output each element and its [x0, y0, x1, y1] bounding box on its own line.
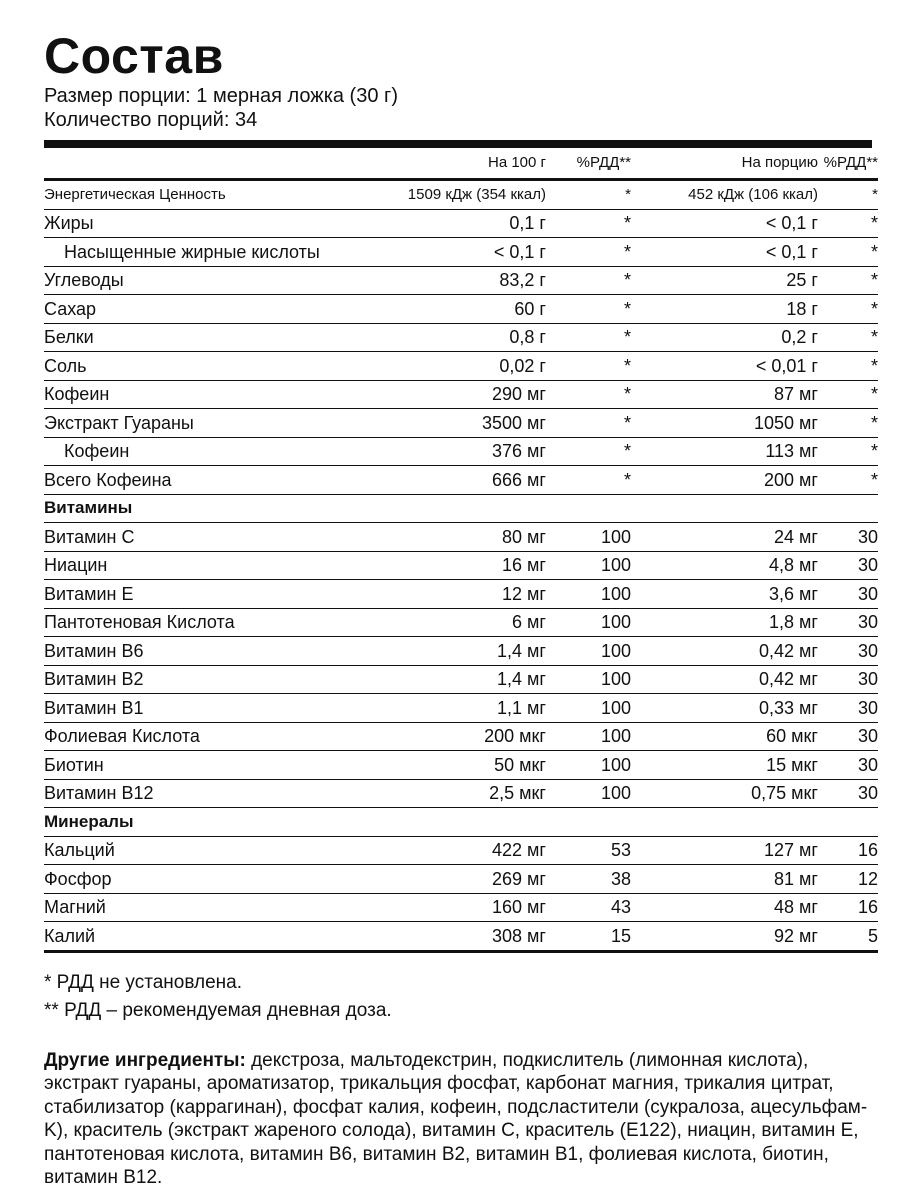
cell-name: Пантотеновая Кислота — [44, 612, 235, 633]
cell-rdd-per-serving: 16 — [857, 840, 878, 861]
cell-rdd-per100: 100 — [600, 726, 631, 747]
cell-rdd-per100: * — [623, 270, 631, 291]
cell-per-serving: < 0,01 г — [755, 355, 818, 376]
cell-rdd-per-serving: 30 — [857, 754, 878, 775]
cell-per-serving: 0,2 г — [781, 327, 818, 348]
cell-rdd-per-serving: * — [870, 384, 878, 405]
cell-per-serving: 3,6 мг — [769, 583, 818, 604]
cell-rdd-per-serving: * — [870, 469, 878, 490]
section-title: Витамины — [44, 498, 133, 518]
cell-per100: < 0,1 г — [493, 241, 546, 262]
footnote-rdd-not-set: * РДД не установлена. — [44, 971, 242, 993]
cell-per-serving: < 0,1 г — [765, 213, 818, 234]
cell-rdd-per100: 43 — [610, 897, 631, 918]
cell-per100: 3500 мг — [482, 412, 546, 433]
cell-name: Белки — [44, 327, 94, 348]
cell-rdd-per100: * — [623, 327, 631, 348]
table-header-row — [44, 148, 878, 180]
cell-name: Фосфор — [44, 868, 112, 889]
cell-name: Магний — [44, 897, 106, 918]
thick-divider — [44, 140, 872, 148]
cell-per-serving: 200 мг — [764, 469, 818, 490]
cell-rdd-per100: 53 — [610, 840, 631, 861]
cell-rdd-per-serving: * — [872, 185, 878, 203]
cell-per-serving: < 0,1 г — [765, 241, 818, 262]
cell-name: Витамин Е — [44, 583, 134, 604]
cell-per-serving: 81 мг — [774, 868, 818, 889]
cell-rdd-per-serving: 12 — [857, 868, 878, 889]
table-row — [44, 551, 878, 580]
cell-name: Экстракт Гуараны — [44, 412, 194, 433]
section-title: Минералы — [44, 811, 134, 831]
other-ingredients-text: декстроза, мальтодекстрин, подкислитель (лимонная кислота), экстракт гуараны, ароматизатор, трикальция фосфат, карбонат магния, трикалия цитрат, стабилизатор (каррагинан), фосфат калия, кофеин, подсластители (сукралоза, ацесульфам-K), краситель (экстракт жареного солода), витамин С, краситель (Е122), ниацин, витамин Е, пантотеновая кислота, витамин В6, витамин В2, витамин В1, фолиевая кислота, биотин, витамин В12. — [44, 1049, 868, 1188]
table-row — [44, 722, 878, 751]
cell-rdd-per100: 100 — [600, 583, 631, 604]
table-row — [44, 266, 878, 295]
cell-rdd-per-serving: 30 — [857, 555, 878, 576]
cell-name: Кофеин — [44, 384, 110, 405]
cell-rdd-per-serving: * — [870, 298, 878, 319]
cell-rdd-per100: * — [623, 298, 631, 319]
cell-rdd-per100: * — [625, 185, 631, 203]
cell-name: Соль — [44, 355, 87, 376]
column-header-rdd-per-serving: %РДД** — [823, 154, 878, 171]
table-row — [44, 922, 878, 952]
table-row — [44, 238, 878, 267]
table-row — [44, 352, 878, 381]
table-row — [44, 323, 878, 352]
table-row — [44, 608, 878, 637]
cell-name: Насыщенные жирные кислоты — [64, 241, 320, 262]
cell-per100: 422 мг — [492, 840, 546, 861]
section-header-row — [44, 494, 878, 523]
cell-per100: 666 мг — [492, 469, 546, 490]
serving-size: Размер порции: 1 мерная ложка (30 г) — [44, 85, 398, 107]
composition-panel — [44, 28, 878, 1190]
cell-per-serving: 4,8 мг — [769, 555, 818, 576]
cell-name: Калий — [44, 925, 96, 946]
cell-rdd-per-serving: 30 — [857, 669, 878, 690]
cell-name: Кофеин — [64, 441, 130, 462]
cell-rdd-per-serving: 30 — [857, 726, 878, 747]
cell-rdd-per100: 100 — [600, 526, 631, 547]
cell-rdd-per-serving: * — [870, 241, 878, 262]
cell-rdd-per-serving: 30 — [857, 697, 878, 718]
cell-per100: 83,2 г — [499, 270, 546, 291]
cell-per-serving: 87 мг — [774, 384, 818, 405]
cell-rdd-per100: 100 — [600, 783, 631, 804]
cell-rdd-per100: 100 — [600, 555, 631, 576]
cell-per100: 80 мг — [502, 526, 546, 547]
table-row — [44, 209, 878, 238]
table-row — [44, 893, 878, 922]
cell-name: Витамин В6 — [44, 640, 144, 661]
cell-per-serving: 24 мг — [774, 526, 818, 547]
cell-per100: 16 мг — [502, 555, 546, 576]
cell-per100: 200 мкг — [484, 726, 546, 747]
cell-per-serving: 452 кДж (106 ккал) — [688, 185, 818, 203]
cell-rdd-per-serving: 30 — [857, 612, 878, 633]
cell-rdd-per100: 38 — [610, 868, 631, 889]
table-row — [44, 865, 878, 894]
cell-per100: 2,5 мкг — [489, 783, 546, 804]
cell-name: Ниацин — [44, 555, 108, 576]
other-ingredients — [44, 1049, 872, 1190]
table-row — [44, 180, 878, 210]
cell-rdd-per100: * — [623, 441, 631, 462]
table-row — [44, 466, 878, 495]
cell-rdd-per100: 15 — [610, 925, 631, 946]
table-row — [44, 295, 878, 324]
cell-rdd-per-serving: * — [870, 412, 878, 433]
column-header-per-serving: На порцию — [741, 154, 818, 171]
cell-name: Витамин В12 — [44, 783, 154, 804]
cell-rdd-per100: * — [623, 241, 631, 262]
servings-count: Количество порций: 34 — [44, 109, 258, 131]
cell-per100: 308 мг — [492, 925, 546, 946]
table-row — [44, 523, 878, 552]
cell-rdd-per100: * — [623, 213, 631, 234]
cell-per100: 0,1 г — [509, 213, 546, 234]
cell-per100: 1509 кДж (354 ккал) — [407, 185, 546, 203]
table-row — [44, 437, 878, 466]
cell-rdd-per100: 100 — [600, 640, 631, 661]
cell-per-serving: 0,42 мг — [759, 640, 818, 661]
other-ingredients-label: Другие ингредиенты: — [44, 1049, 246, 1071]
cell-name: Жиры — [44, 213, 94, 234]
table-row — [44, 409, 878, 438]
cell-rdd-per100: 100 — [600, 612, 631, 633]
cell-per100: 160 мг — [492, 897, 546, 918]
cell-per-serving: 92 мг — [774, 925, 818, 946]
cell-name: Углеводы — [44, 270, 124, 291]
table-row — [44, 665, 878, 694]
table-row — [44, 637, 878, 666]
cell-rdd-per100: 100 — [600, 754, 631, 775]
cell-per-serving: 0,75 мкг — [751, 783, 818, 804]
table-row — [44, 751, 878, 780]
cell-rdd-per-serving: 30 — [857, 640, 878, 661]
cell-rdd-per-serving: * — [870, 355, 878, 376]
table-row — [44, 836, 878, 865]
cell-per-serving: 113 мг — [765, 441, 818, 462]
cell-rdd-per-serving: * — [870, 327, 878, 348]
cell-rdd-per-serving: 16 — [857, 897, 878, 918]
cell-name: Сахар — [44, 298, 97, 319]
cell-per100: 1,1 мг — [497, 697, 546, 718]
cell-per100: 1,4 мг — [497, 640, 546, 661]
cell-name: Фолиевая Кислота — [44, 726, 200, 747]
cell-per100: 0,8 г — [509, 327, 546, 348]
footnotes — [44, 969, 872, 1025]
column-header-per100: На 100 г — [487, 154, 546, 171]
table-row — [44, 580, 878, 609]
cell-per-serving: 127 мг — [764, 840, 818, 861]
column-header-name — [44, 148, 394, 180]
cell-name: Энергетическая Ценность — [44, 185, 226, 203]
nutrition-table — [44, 148, 878, 953]
cell-per100: 60 г — [514, 298, 546, 319]
section-header-row — [44, 808, 878, 837]
cell-name: Кальций — [44, 840, 115, 861]
cell-rdd-per-serving: * — [870, 213, 878, 234]
cell-per100: 50 мкг — [494, 754, 546, 775]
page-title: Состав — [44, 28, 224, 84]
cell-rdd-per-serving: 5 — [867, 925, 878, 946]
cell-rdd-per100: 100 — [600, 697, 631, 718]
table-row — [44, 380, 878, 409]
cell-name: Биотин — [44, 754, 104, 775]
cell-per-serving: 48 мг — [774, 897, 818, 918]
cell-rdd-per-serving: 30 — [857, 783, 878, 804]
cell-per-serving: 1,8 мг — [769, 612, 818, 633]
cell-rdd-per100: * — [623, 384, 631, 405]
cell-per100: 1,4 мг — [497, 669, 546, 690]
cell-rdd-per100: * — [623, 412, 631, 433]
cell-name: Витамин С — [44, 526, 135, 547]
table-body — [44, 180, 878, 952]
cell-rdd-per100: * — [623, 469, 631, 490]
table-row — [44, 694, 878, 723]
cell-name: Всего Кофеина — [44, 469, 172, 490]
table-row — [44, 779, 878, 808]
cell-per-serving: 60 мкг — [766, 726, 818, 747]
cell-per100: 269 мг — [492, 868, 546, 889]
cell-per-serving: 1050 мг — [754, 412, 818, 433]
cell-name: Витамин В2 — [44, 669, 144, 690]
cell-name: Витамин В1 — [44, 697, 144, 718]
cell-per-serving: 18 г — [786, 298, 818, 319]
cell-rdd-per-serving: 30 — [857, 583, 878, 604]
footnote-rdd-definition: ** РДД – рекомендуемая дневная доза. — [44, 999, 392, 1021]
cell-rdd-per100: * — [623, 355, 631, 376]
column-header-rdd-per100: %РДД** — [576, 154, 631, 171]
cell-rdd-per100: 100 — [600, 669, 631, 690]
cell-per-serving: 0,42 мг — [759, 669, 818, 690]
cell-rdd-per-serving: * — [870, 441, 878, 462]
cell-per100: 290 мг — [492, 384, 546, 405]
cell-per-serving: 25 г — [786, 270, 818, 291]
cell-per-serving: 0,33 мг — [759, 697, 818, 718]
cell-per-serving: 15 мкг — [766, 754, 818, 775]
cell-per100: 0,02 г — [499, 355, 546, 376]
cell-per100: 376 мг — [492, 441, 546, 462]
cell-per100: 6 мг — [512, 612, 546, 633]
cell-per100: 12 мг — [502, 583, 546, 604]
cell-rdd-per-serving: 30 — [857, 526, 878, 547]
cell-rdd-per-serving: * — [870, 270, 878, 291]
